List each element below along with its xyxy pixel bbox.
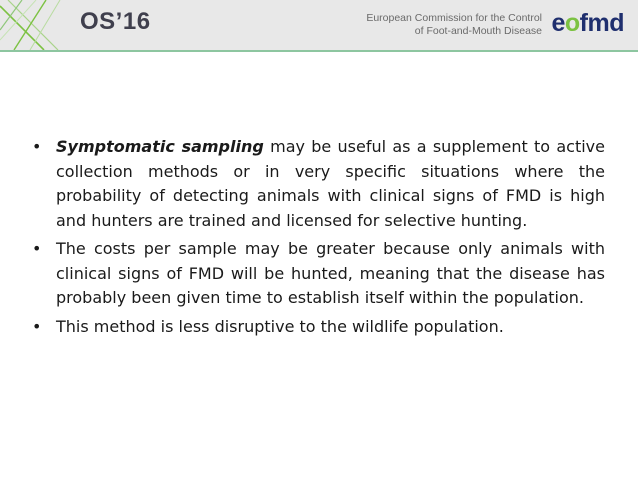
conference-title: OS’16 — [80, 8, 151, 35]
bullet-text: may be useful as a supplement to active collection methods or in very specific situations where the probability of detecting animals with clinical signs of FMD is high and hunters are trained and licensed for selective hunting. — [56, 137, 605, 230]
header-band — [0, 0, 638, 50]
organization-name-line1: European Commission for the Control — [366, 12, 542, 24]
bullet-text: This method is less disruptive to the wildlife population. — [56, 316, 504, 336]
logo-part-e: e — [551, 9, 565, 37]
bullet-dot-icon: • — [32, 316, 42, 336]
slide-body — [30, 135, 605, 343]
conference-logo-lines-icon — [0, 0, 72, 50]
bullet-dot-icon: • — [32, 137, 42, 156]
bullet-item-less-disruptive — [30, 315, 605, 340]
logo-part-fmd: fmd — [579, 9, 624, 37]
bullet-item-costs — [30, 237, 605, 311]
organization-name — [322, 12, 542, 38]
bullet-emphasis: Symptomatic sampling — [56, 137, 264, 156]
logo-part-o: o — [564, 9, 580, 37]
eufmd-logo — [551, 9, 624, 38]
organization-name-line2: of Foot-and-Mouth Disease — [414, 25, 542, 37]
bullet-list — [30, 135, 605, 339]
header-divider — [0, 50, 638, 52]
bullet-text: The costs per sample may be greater because only animals with clinical signs of FMD will be hunted, meaning that the disease has probably been given time to establish itself within the population. — [56, 239, 605, 307]
bullet-item-symptomatic-sampling — [30, 135, 605, 233]
bullet-dot-icon: • — [32, 239, 42, 258]
